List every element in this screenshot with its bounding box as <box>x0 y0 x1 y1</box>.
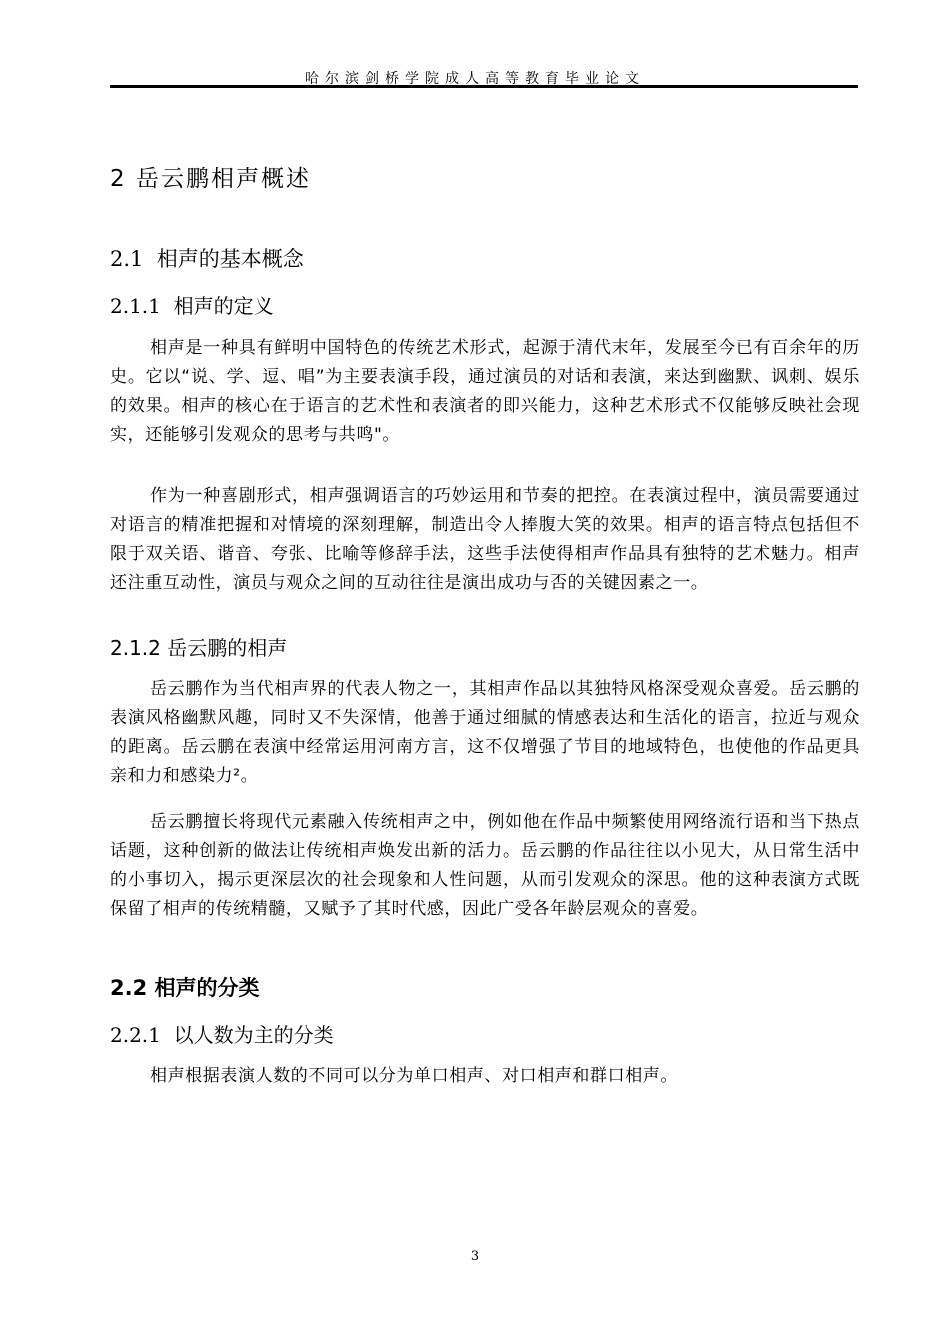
section-heading-2-2: 2.2 相声的分类 <box>110 976 260 1000</box>
section-heading-2-1 <box>110 243 304 273</box>
section-heading-2-1-2: 2.1.2 岳云鹏的相声 <box>110 636 288 660</box>
section-number: 2.1 <box>110 247 144 271</box>
chapter-title: 岳云鹏相声概述 <box>135 166 311 192</box>
section-title: 相声的基本概念 <box>156 247 304 271</box>
paragraph: 岳云鹏作为当代相声界的代表人物之一，其相声作品以其独特风格深受观众喜爱。岳云鹏的表演风格幽默风趣，同时又不失深情，他善于通过细腻的情感表达和生活化的语言，拉近与观众的距离。岳云鹏在表演中经常运用河南方言，这不仅增强了节目的地域特色，也使他的作品更具亲和力和感染力²。 <box>110 679 860 786</box>
paragraph: 岳云鹏擅长将现代元素融入传统相声之中，例如他在作品中频繁使用网络流行语和当下热点话题，这种创新的做法让传统相声焕发出新的活力。岳云鹏的作品往往以小见大，从日常生活中的小事切入，揭示更深层次的社会现象和人性问题，从而引发观众的深思。他的这种表演方式既保留了相声的传统精髓，又赋予了其时代感，因此广受各年龄层观众的喜爱。 <box>110 812 860 919</box>
header-rule <box>110 85 858 88</box>
page-number: 3 <box>470 1249 480 1264</box>
chapter-heading <box>110 160 311 193</box>
paragraph: 相声是一种具有鲜明中国特色的传统艺术形式，起源于清代末年，发展至今已有百余年的历史。它以“说、学、逗、唱”为主要表演手段，通过演员的对话和表演，来达到幽默、讽刺、娱乐的效果。相声的核心在于语言的艺术性和表演者的即兴能力，这种艺术形式不仅能够反映社会现实，还能够引发观众的思考与共鸣"。 <box>110 338 860 445</box>
section-number: 2.2.1 <box>110 1023 161 1047</box>
paragraph: 相声根据表演人数的不同可以分为单口相声、对口相声和群口相声。 <box>150 1066 678 1086</box>
section-heading-2-2-1 <box>110 1019 334 1048</box>
section-number: 2.1.1 <box>110 294 161 318</box>
section-title: 以人数为主的分类 <box>173 1023 334 1047</box>
header-title: 哈尔滨剑桥学院成人高等教育毕业论文 <box>305 71 645 87</box>
section-title: 相声的定义 <box>173 294 274 318</box>
chapter-number: 2 <box>110 166 127 192</box>
section-heading-2-1-1 <box>110 290 274 319</box>
paragraph: 作为一种喜剧形式，相声强调语言的巧妙运用和节奏的把控。在表演过程中，演员需要通过对语言的精准把握和对情境的深刻理解，制造出令人捧腹大笑的效果。相声的语言特点包括但不限于双关语、谐音、夸张、比喻等修辞手法，这些手法使得相声作品具有独特的艺术魅力。相声还注重互动性，演员与观众之间的互动往往是演出成功与否的关键因素之一。 <box>110 486 860 593</box>
